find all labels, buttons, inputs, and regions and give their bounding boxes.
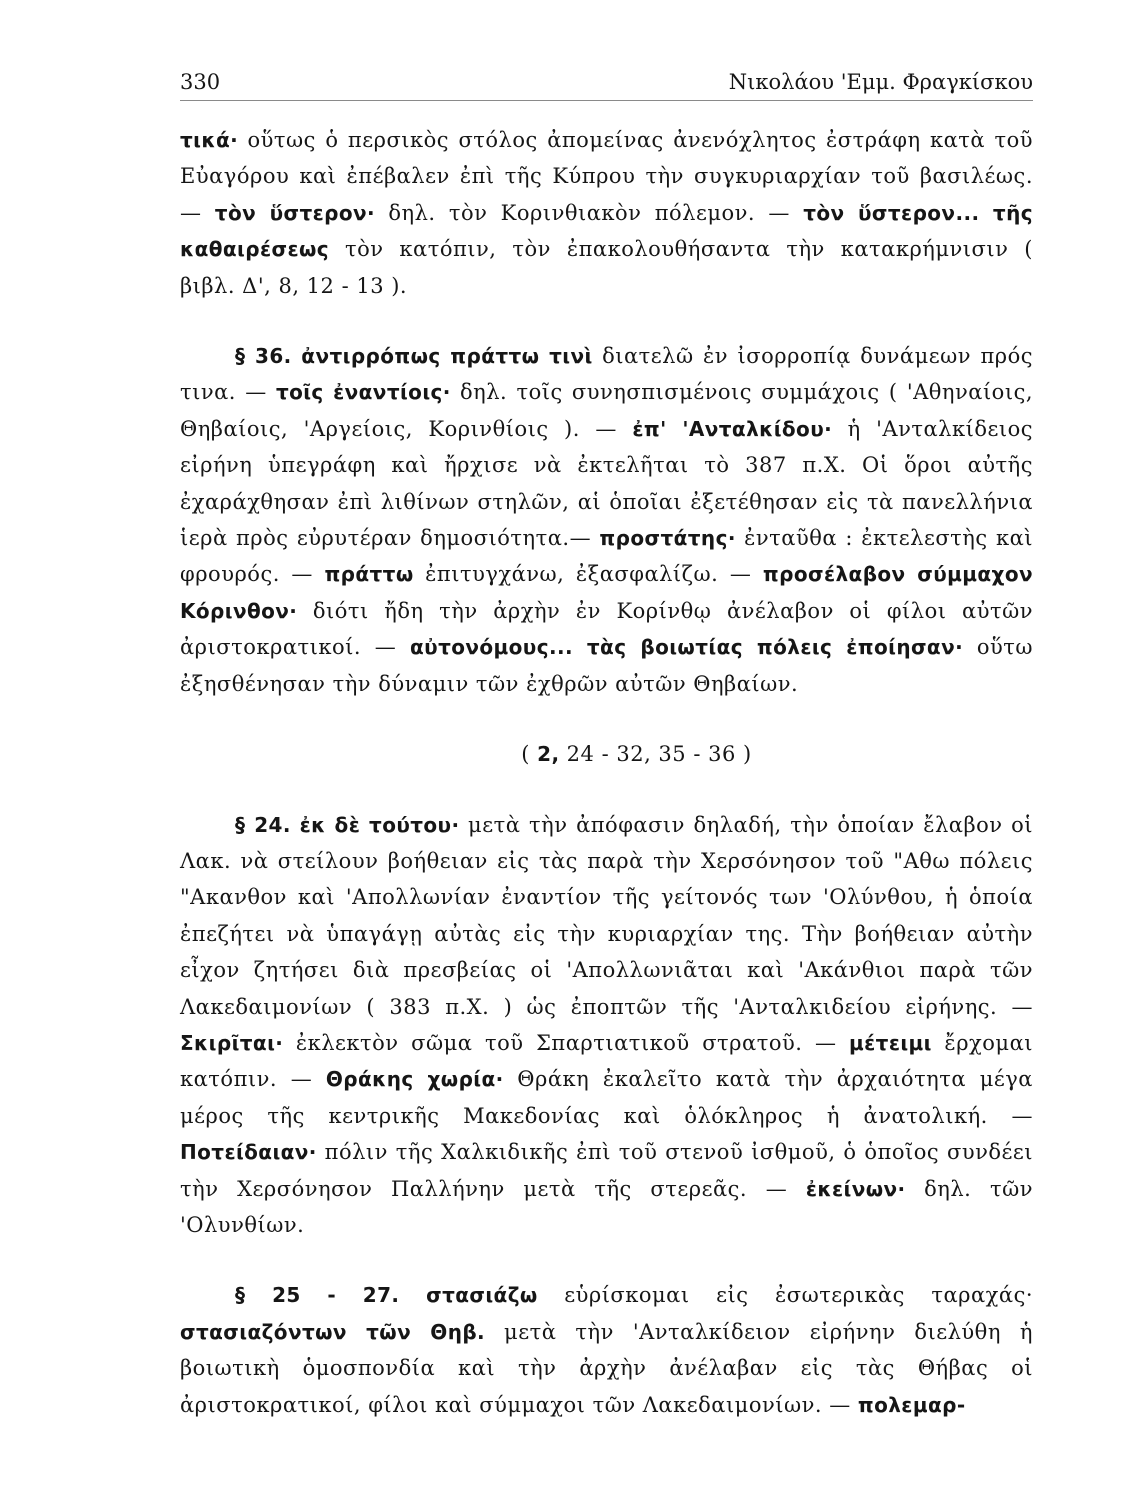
lemma: τικά· [180, 128, 239, 152]
lemma: τὸν ὕστερον· [214, 200, 376, 225]
lemma: τοῖς ἐναντίοις· [275, 380, 451, 405]
paragraph-continued [180, 122, 1033, 304]
lemma: αὐτονόμους... τὰς βοιωτίας πόλεις ἐποίησαν· [410, 635, 964, 660]
paragraph-gap [180, 1243, 1033, 1277]
lemma: προσέλαβον σύμμαχον Κόρινθον· [180, 562, 1033, 623]
section-number: § 25 - 27. [235, 1283, 400, 1308]
paragraph-section-36 [180, 338, 1033, 702]
lemma: πολεμαρ- [857, 1392, 966, 1417]
paragraph-gap [180, 702, 1033, 736]
chapter-reference [180, 736, 1033, 772]
lemma: μέτειμι [849, 1030, 932, 1055]
ref-open: ( [521, 742, 538, 767]
commentary-body [180, 122, 1033, 1423]
ref-range: 24 - 32, 35 - 36 ) [559, 742, 752, 767]
paragraph-section-24 [180, 807, 1033, 1244]
gloss-text: μετὰ τὴν ἀπόφασιν δηλαδή, τὴν ὁποίαν ἔλαβον οἱ Λακ. νὰ στείλουν βοήθειαν εἰς τὰς παρὰ τὴν Χερσόνησον τοῦ "Αθω πόλεις "Ακανθον καὶ 'Απολλωνίαν ἐναντίον τῆς γείτονός των 'Ολύνθου, ἡ ὁποία ἐπεζήτει νὰ ὑπαγάγῃ αὐτὰς εἰς τὴν κυριαρχίαν της. Τὴν βοήθειαν αὐτὴν εἶχον ζητήσει διὰ πρεσβείας οἱ 'Απολλωνιᾶται καὶ 'Ακάνθιοι παρὰ τῶν Λακεδαιμονίων ( 383 π.Χ. ) ὡς ἐποπτῶν τῆς 'Ανταλκιδείου εἰρήνης. — [180, 812, 1033, 1019]
lemma: Ποτείδαιαν· [180, 1140, 317, 1165]
lemma: πράττω [324, 562, 414, 587]
running-head [180, 64, 1033, 101]
lemma: στασιαζόντων τῶν Θηβ. [180, 1319, 486, 1344]
gloss-text: δηλ. τῶν 'Ολυνθίων. [180, 1176, 1033, 1237]
paragraph-gap [180, 304, 1033, 338]
gloss-text: δηλ. τοῖς συνησπισμένοις συμμάχοις ( 'Αθηναίοις, Θηβαίοις, 'Αργείοις, Κορινθίοις ). — [180, 380, 1033, 441]
gloss-text: τὸν κατόπιν, τὸν ἐπακολουθήσαντα τὴν κατακρήμνισιν ( βιβλ. Δ', 8, 12 - 13 ). [180, 237, 1033, 298]
paragraph-gap [180, 773, 1033, 807]
lemma: τὸν ὕστερον... τῆς καθαιρέσεως [180, 200, 1033, 262]
gloss-text: δηλ. τὸν Κορινθιακὸν πόλεμον. — [375, 200, 804, 225]
lemma: ἐπ' 'Ανταλκίδου· [632, 416, 833, 441]
gloss-text: ἡ 'Ανταλκίδειος εἰρήνη ὑπεγράφη καὶ ἤρχισε νὰ ἐκτελῆται τὸ 387 π.Χ. Οἱ ὅροι αὐτῆς ἐχαράχθησαν ἐπὶ λιθίνων στηλῶν, αἱ ὁποῖαι ἐξετέθησαν εἰς τὰ πανελλήνια ἱερὰ πρὸς εὐρυτέραν δημοσιότητα.— [180, 416, 1033, 551]
lemma: στασιάζω [399, 1283, 538, 1308]
gloss-text: Θράκη ἐκαλεῖτο κατὰ τὴν ἀρχαιότητα μέγα μέρος τῆς κεντρικῆς Μακεδονίας καὶ ὁλόκληρος ἡ ἀνατολική. — [180, 1067, 1033, 1128]
lemma: ἐκείνων· [805, 1176, 906, 1201]
gloss-text: οὕτω ἐξησθένησαν τὴν δύναμιν τῶν ἐχθρῶν αὐτῶν Θηβαίων. [180, 635, 1034, 696]
gloss-text: ἐνταῦθα : ἐκτελεστὴς καὶ φρουρός. — [180, 526, 1033, 587]
gloss-text: μετὰ τὴν 'Ανταλκίδειον εἰρήνην διελύθη ἡ βοιωτικὴ ὁμοσπονδία καὶ τὴν ἀρχὴν ἀνέλαβαν εἰς τὰς Θήβας οἱ ἀριστοκρατικοί, φίλοι καὶ σύμμαχοι τῶν Λακεδαιμονίων. — [180, 1319, 1033, 1417]
section-number: § 36. [235, 344, 292, 369]
page-number: 330 [180, 70, 221, 94]
lemma: ἀντιρρόπως πράττω τινὶ [291, 344, 593, 369]
gloss-text: οὕτως ὁ περσικὸς στόλος ἀπομείνας ἀνενόχλητος ἐστράφη κατὰ τοῦ Εὐαγόρου καὶ ἐπέβαλεν ἐπὶ τῆς Κύπρου τὴν συγκυριαρχίαν τοῦ βασιλέως. — [180, 128, 1033, 225]
running-title: Νικολάου 'Εμμ. Φραγκίσκου [728, 70, 1033, 94]
gloss-text: ἐπιτυγχάνω, ἐξασφαλίζω. — [413, 562, 763, 587]
gloss-text: πόλιν τῆς Χαλκιδικῆς ἐπὶ τοῦ στενοῦ ἰσθμοῦ, ὁ ὁποῖος συνδέει τὴν Χερσόνησον Παλλήνην μετὰ τῆς στερεᾶς. — [180, 1140, 1033, 1201]
lemma: προστάτης· [599, 526, 736, 551]
paragraph-section-25-27 [180, 1277, 1033, 1423]
lemma: Θράκης χωρία· [325, 1067, 504, 1092]
ref-chapter: 2, [537, 742, 560, 767]
gloss-text: ἔρχομαι κατόπιν. — [180, 1030, 1033, 1092]
section-number: § 24. [235, 812, 291, 837]
lemma: Σκιρῖται· [180, 1030, 284, 1055]
gloss-text: διατελῶ ἐν ἰσορροπίᾳ δυνάμεων πρός τινα. — [180, 344, 1033, 405]
lemma: ἐκ δὲ τούτου· [290, 812, 460, 837]
gloss-text: ἐκλεκτὸν σῶμα τοῦ Σπαρτιατικοῦ στρατοῦ. — [283, 1030, 850, 1055]
gloss-text: εὑρίσκομαι εἰς ἐσωτερικὰς ταραχάς· [537, 1283, 1033, 1308]
gloss-text: διότι ἤδη τὴν ἀρχὴν ἐν Κορίνθῳ ἀνέλαβον οἱ φίλοι αὐτῶν ἀριστοκρατικοί. — [180, 598, 1033, 660]
